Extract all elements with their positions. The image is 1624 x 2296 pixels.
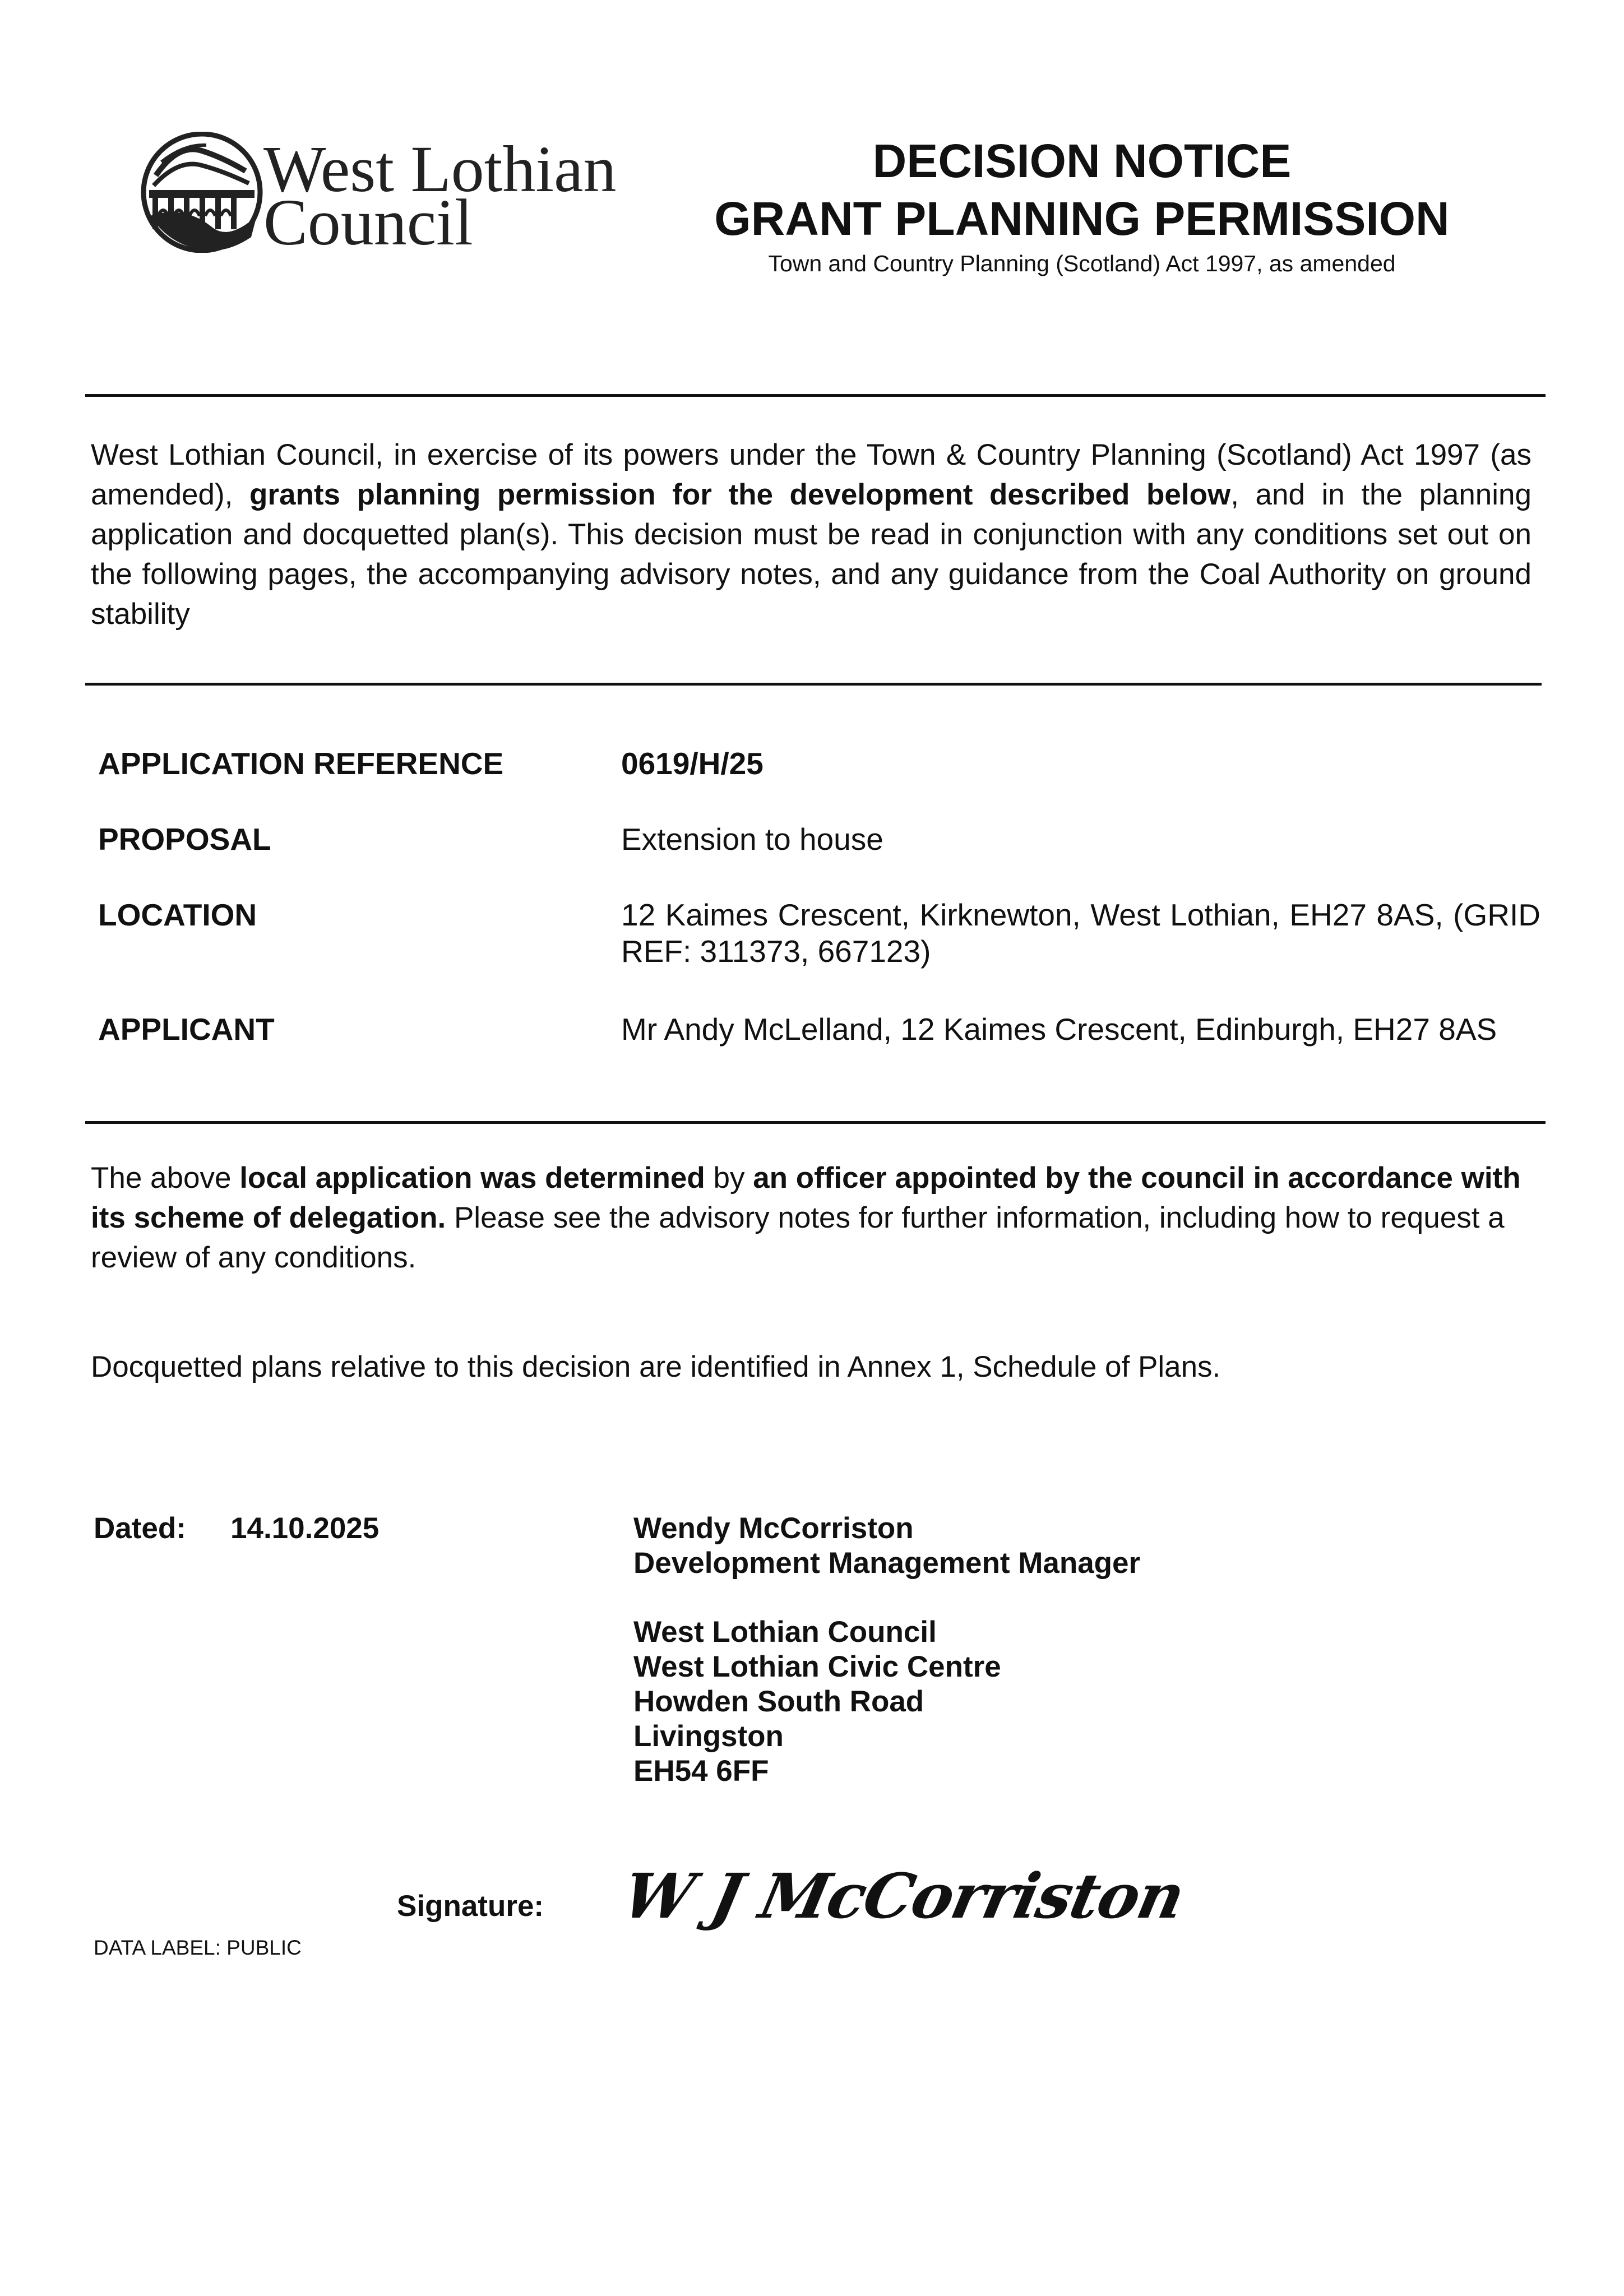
signatory-name: Wendy McCorriston	[633, 1512, 914, 1545]
signatory-role: Development Management Manager	[633, 1547, 1141, 1580]
applicant-label: APPLICANT	[98, 1012, 275, 1047]
address-line: West Lothian Civic Centre	[633, 1650, 1001, 1683]
address-line: West Lothian Council	[633, 1615, 937, 1649]
address-line: EH54 6FF	[633, 1755, 769, 1788]
data-label: DATA LABEL: PUBLIC	[94, 1936, 302, 1959]
reference-label: APPLICATION REFERENCE	[98, 746, 504, 781]
determination-text: Please see the advisory notes for further information, including how to request a review of any conditions.	[91, 1201, 1505, 1274]
determination-bold-text: an officer appointed by the council in accordance with its scheme of delegation.	[91, 1161, 1521, 1234]
divider	[85, 683, 1542, 686]
signature-label: Signature:	[397, 1890, 544, 1923]
intro-text-continued: , and in the planning application and docquetted plan(s). This decision must be read in conjunction with any conditions set out on the following pages, the accompanying advisory notes, and any guidance from the Coal Authority on ground stability	[91, 478, 1532, 631]
handwritten-signature: W J McCorriston	[617, 1860, 1191, 1932]
determination-bold-text: local application was determined	[239, 1161, 705, 1195]
determination-text: by	[705, 1161, 753, 1195]
page-title: DECISION NOTICE	[872, 135, 1292, 187]
applicant-value: Mr Andy McLelland, 12 Kaimes Crescent, Edinburgh, EH27 8AS	[621, 1012, 1497, 1047]
page-subtitle: GRANT PLANNING PERMISSION	[714, 192, 1450, 245]
signatory-block	[633, 1511, 1140, 1581]
logo-text-line2: Council	[263, 186, 473, 259]
council-address	[633, 1615, 1001, 1789]
viaduct-emblem-icon	[139, 132, 265, 253]
proposal-value: Extension to house	[621, 822, 883, 857]
location-value: 12 Kaimes Crescent, Kirknewton, West Lothian, EH27 8AS, (GRID REF: 311373, 667123)	[621, 897, 1540, 969]
divider	[85, 394, 1546, 397]
plans-note: Docquetted plans relative to this decision are identified in Annex 1, Schedule of Plans.	[91, 1350, 1221, 1383]
logo-text-line1: West Lothian	[263, 132, 617, 206]
intro-text: West Lothian Council, in exercise of its powers under the Town & Country Planning (Scotland) Act 1997 (as amended),	[91, 438, 1532, 511]
reference-value: 0619/H/25	[621, 746, 764, 781]
location-label: LOCATION	[98, 897, 257, 932]
divider	[85, 1121, 1546, 1124]
dated-label: Dated:	[94, 1512, 186, 1545]
intro-bold-text: grants planning permission for the development described below	[249, 478, 1231, 511]
act-reference: Town and Country Planning (Scotland) Act 1997, as amended	[768, 251, 1396, 276]
determination-text: The above	[91, 1161, 240, 1195]
address-line: Howden South Road	[633, 1685, 924, 1718]
determination-paragraph	[91, 1158, 1532, 1277]
address-line: Livingston	[633, 1720, 784, 1753]
dated-value: 14.10.2025	[230, 1512, 380, 1545]
intro-paragraph	[91, 435, 1532, 634]
proposal-label: PROPOSAL	[98, 822, 271, 857]
